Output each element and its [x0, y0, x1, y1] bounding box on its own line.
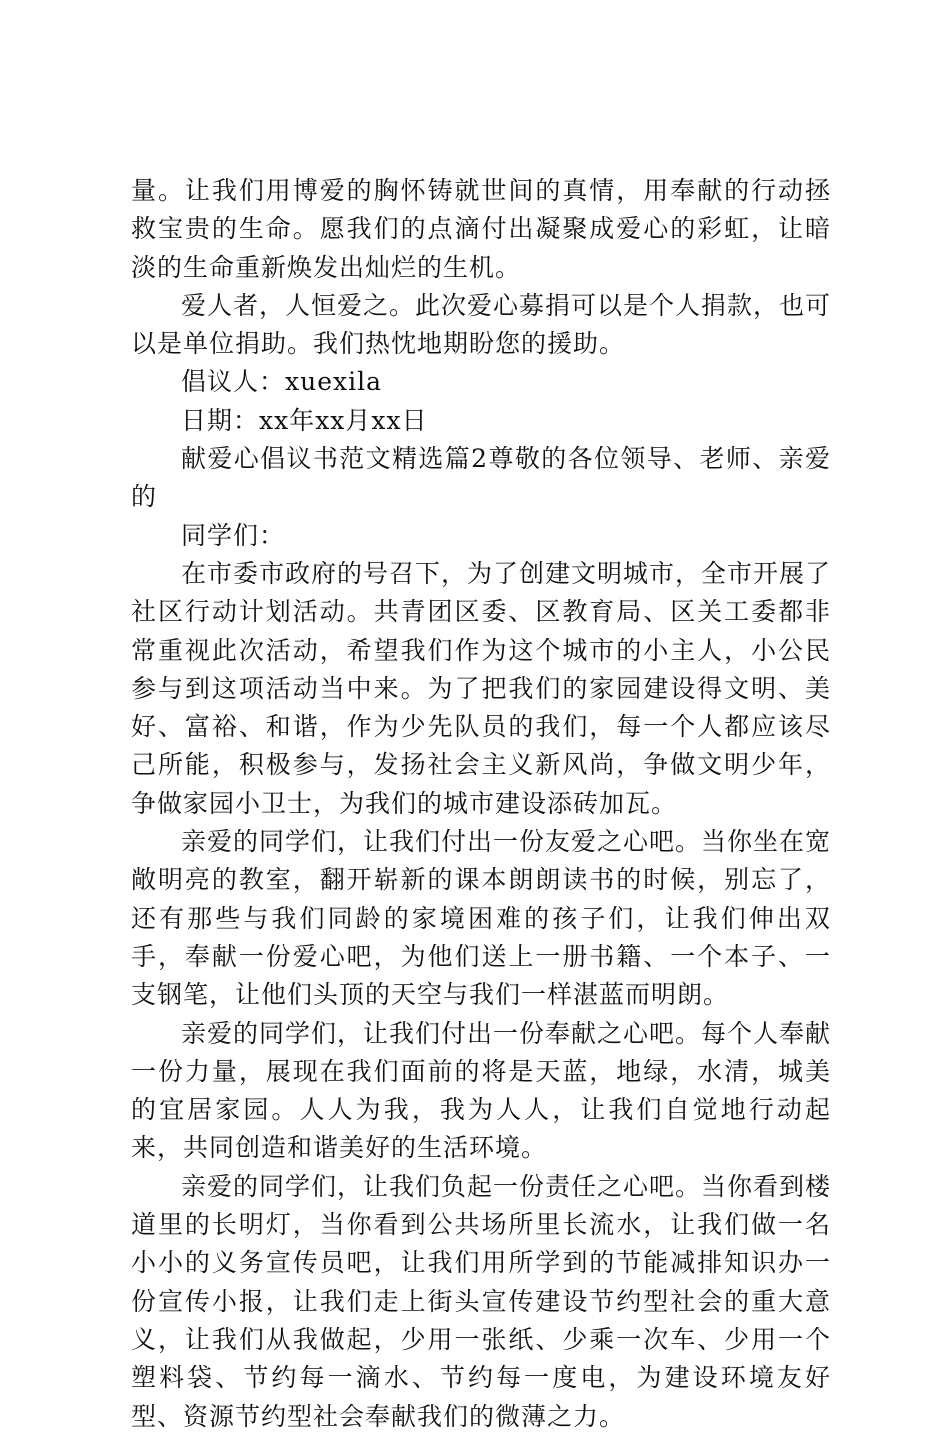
document-body: [131, 172, 831, 1436]
paragraph-responsibility: 亲爱的同学们，让我们负起一份责任之心吧。当你看到楼道里的长明灯，当你看到公共场所里长流水，让我们做一名小小的义务宣传员吧，让我们用所学到的节能减排知识办一份宣传小报，让我们走上街头宣传建设节约型社会的重大意义，让我们从我做起，少用一张纸、少乘一次车、少用一个塑料袋、节约每一滴水、节约每一度电，为建设环境友好型、资源节约型社会奉献我们的微薄之力。: [131, 1171, 832, 1431]
salutation: 同学们：: [181, 520, 286, 550]
paragraph-donation-note: 爱人者，人恒爱之。此次爱心募捐可以是个人捐款，也可以是单位捐助。我们热忱地期盼您的援助。: [131, 290, 832, 359]
paragraph-continuation: 量。让我们用博爱的胸怀铸就世间的真情，用奉献的行动拯救宝贵的生命。愿我们的点滴付出凝聚成爱心的彩虹，让暗淡的生命重新焕发出灿烂的生机。: [131, 176, 831, 282]
section-heading-line: 献爱心倡议书范文精选篇2尊敬的各位领导、老师、亲爱的: [131, 444, 831, 512]
paragraph-friendship: 亲爱的同学们，让我们付出一份友爱之心吧。当你坐在宽敞明亮的教室，翻开崭新的课本朗朗读书的时候，别忘了，还有那些与我们同龄的家境困难的孩子们，让我们伸出双手，奉献一份爱心吧，为他们送上一册书籍、一个本子、一支钢笔，让他们头顶的天空与我们一样湛蓝而明朗。: [131, 827, 832, 1010]
date-line: 日期：xx年xx月xx日: [181, 405, 428, 435]
paragraph-dedication: 亲爱的同学们，让我们付出一份奉献之心吧。每个人奉献一份力量，展现在我们面前的将是天蓝，地绿，水清，城美的宜居家园。人人为我，我为人人，让我们自觉地行动起来，共同创造和谐美好的生活环境。: [131, 1018, 832, 1163]
paragraph-city-initiative: 在市委市政府的号召下，为了创建文明城市，全市开展了社区行动计划活动。共青团区委、区教育局、区关工委都非常重视此次活动，希望我们作为这个城市的小主人，小公民参与到这项活动当中来。为了把我们的家园建设得文明、美好、富裕、和谐，作为少先队员的我们，每一个人都应该尽己所能，积极参与，发扬社会主义新风尚，争做文明少年，争做家园小卫士，为我们的城市建设添砖加瓦。: [131, 558, 832, 818]
proposer-line: 倡议人：xuexila: [181, 367, 382, 397]
